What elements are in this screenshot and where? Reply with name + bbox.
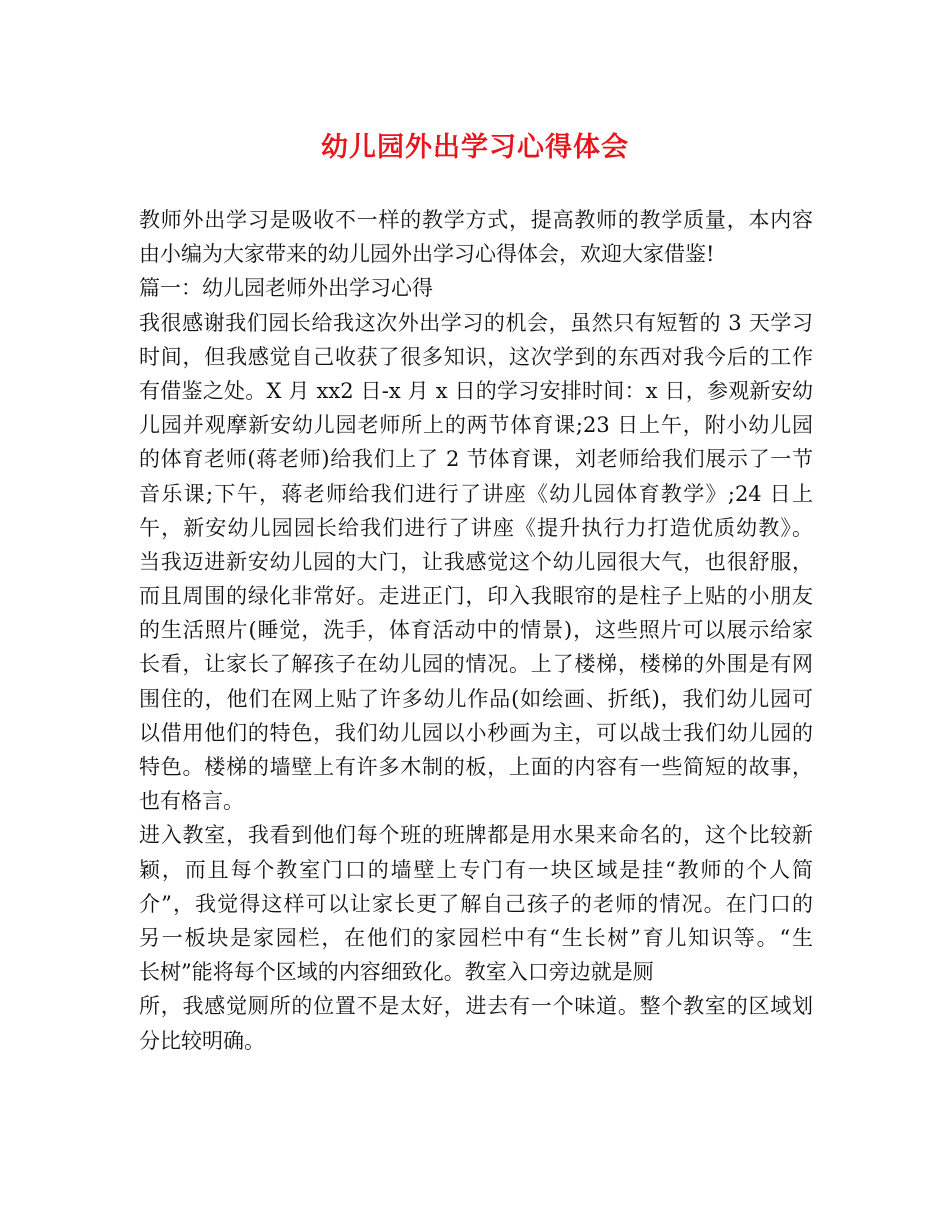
document-title: 幼儿园外出学习心得体会 xyxy=(321,132,629,163)
text-line: 的体育老师(蒋老师)给我们上了 2 节体育课，刘老师给我们展示了一节 xyxy=(139,447,813,472)
text-line: 儿园并观摩新安幼儿园老师所上的两节体育课;23 日上午，附小幼儿园 xyxy=(139,413,813,438)
text-line: 分比较明确。 xyxy=(139,1028,265,1053)
text-line: 另一板块是家园栏，在他们的家园栏中有“生长树”育儿知识等。“生 xyxy=(139,925,813,950)
text-line: 当我迈进新安幼儿园的大门，让我感觉这个幼儿园很大气，也很舒服， xyxy=(139,549,813,574)
text-line: 由小编为大家带来的幼儿园外出学习心得体会，欢迎大家借鉴! xyxy=(139,242,715,267)
document-body xyxy=(139,203,813,1058)
text-line: 围住的，他们在网上贴了许多幼儿作品(如绘画、折纸)，我们幼儿园可 xyxy=(139,686,813,711)
text-line: 所，我感觉厕所的位置不是太好，进去有一个味道。整个教室的区域划 xyxy=(139,994,813,1019)
text-line: 也有格言。 xyxy=(139,789,244,814)
text-line: 特色。楼梯的墙壁上有许多木制的板，上面的内容有一些简短的故事， xyxy=(139,755,813,779)
text-line: 时间，但我感觉自己收获了很多知识，这次学到的东西对我今后的工作 xyxy=(139,344,813,369)
text-line: 我很感谢我们园长给我这次外出学习的机会，虽然只有短暂的 3 天学习 xyxy=(139,310,813,335)
text-line: 以借用他们的特色，我们幼儿园以小秒画为主，可以战士我们幼儿园的 xyxy=(139,720,813,745)
text-line: 介”，我觉得这样可以让家长更了解自己孩子的老师的情况。在门口的 xyxy=(139,891,813,916)
text-line: 教师外出学习是吸收不一样的教学方式，提高教师的教学质量，本内容 xyxy=(139,208,813,232)
text-line: 篇一：幼儿园老师外出学习心得 xyxy=(139,276,433,301)
text-line: 的生活照片(睡觉，洗手，体育活动中的情景)，这些照片可以展示给家 xyxy=(139,618,813,643)
text-line: 长看，让家长了解孩子在幼儿园的情况。上了楼梯，楼梯的外围是有网 xyxy=(139,652,813,677)
text-line: 颖，而且每个教室门口的墙壁上专门有一块区域是挂“教师的个人简 xyxy=(139,857,813,882)
text-line: 午，新安幼儿园园长给我们进行了讲座《提升执行力打造优质幼教》。 xyxy=(139,515,813,540)
text-line: 有借鉴之处。X 月 xx2 日-x 月 x 日的学习安排时间：x 日，参观新安幼 xyxy=(139,378,813,403)
text-line: 进入教室，我看到他们每个班的班牌都是用水果来命名的，这个比较新 xyxy=(139,823,813,848)
text-line: 音乐课;下午，蒋老师给我们进行了讲座《幼儿园体育教学》;24 日上 xyxy=(139,481,813,506)
text-line: 长树”能将每个区域的内容细致化。教室入口旁边就是厕 xyxy=(139,960,654,985)
text-line: 而且周围的绿化非常好。走进正门，印入我眼帘的是柱子上贴的小朋友 xyxy=(139,584,813,609)
